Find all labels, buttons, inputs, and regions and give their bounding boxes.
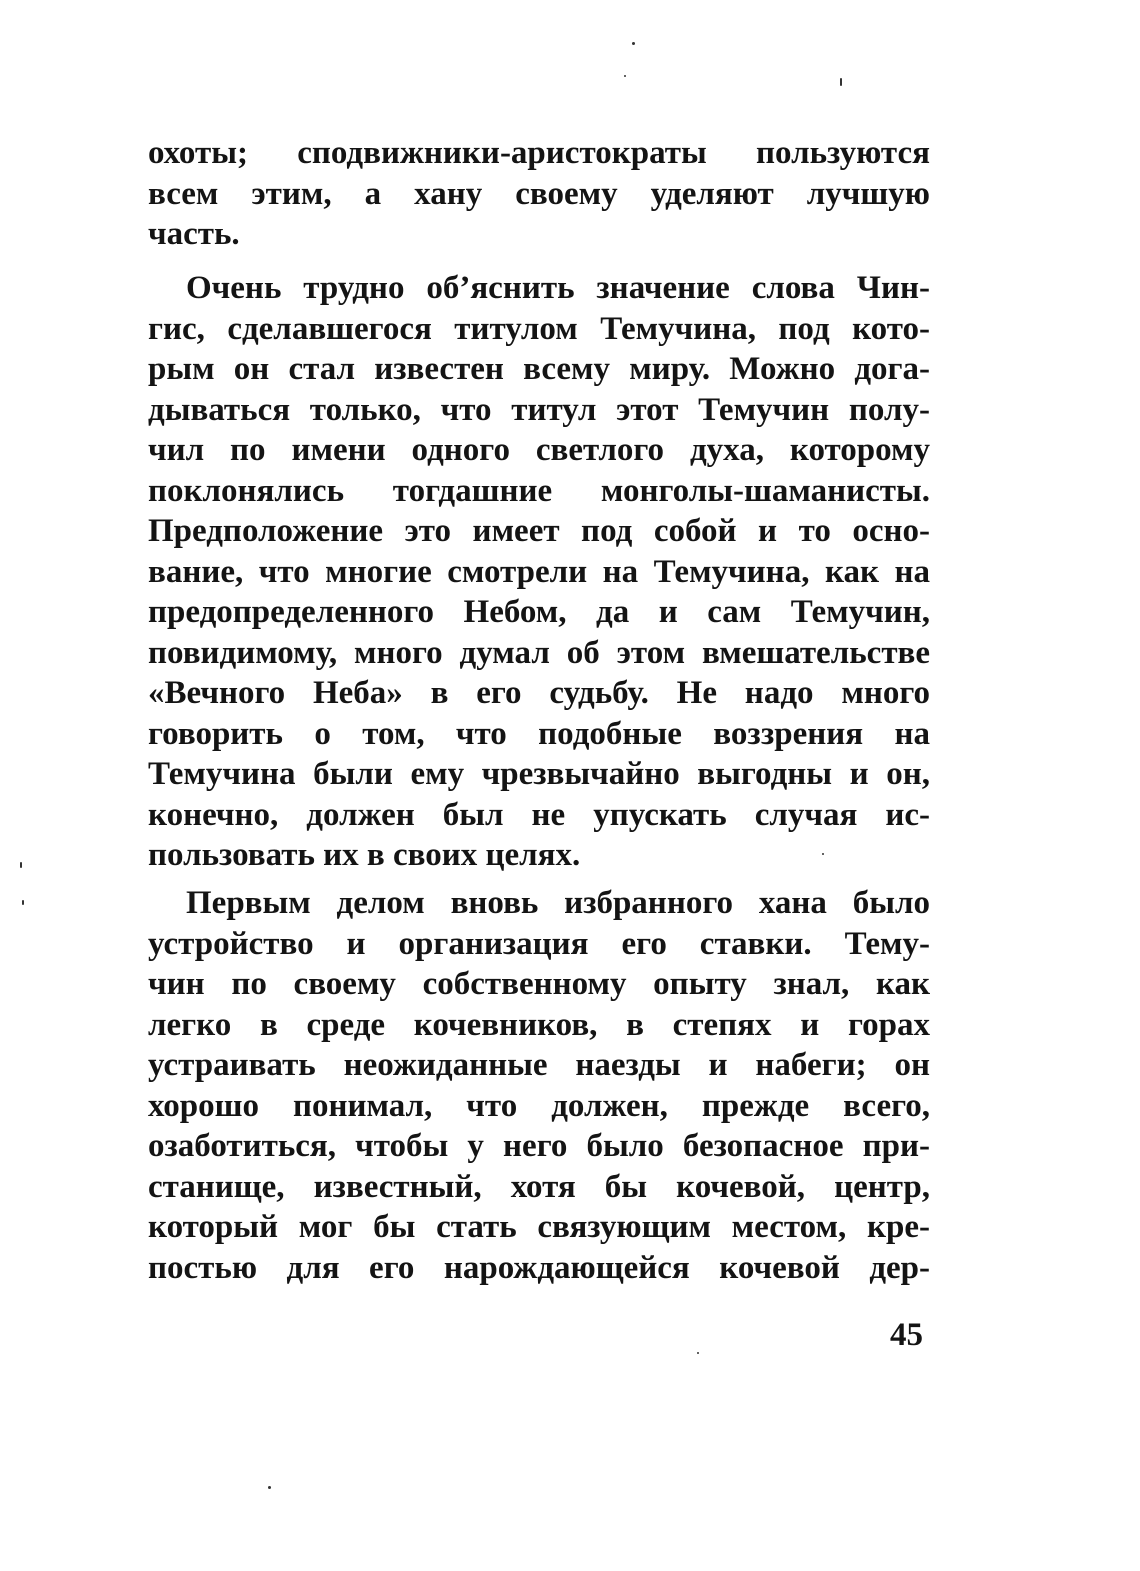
scan-speck — [840, 78, 842, 86]
scan-speck — [624, 75, 626, 77]
page-number: 45 — [890, 1317, 923, 1353]
text-line: пользовать их в своих целях. — [148, 837, 581, 873]
text-line: станище, известный, хотя бы кочевой, центр, — [148, 1168, 930, 1205]
text-line: Темучина были ему чрезвычайно выгодны и он, — [148, 756, 930, 792]
paragraph-2 — [148, 268, 930, 876]
text-line: вание, что многие смотрели на Темучина, как на — [148, 553, 930, 590]
text-line: часть. — [148, 216, 240, 252]
text-line: предопределенного Небом, да и сам Темучин, — [148, 594, 930, 630]
text-line: Очень трудно об’яснить значение слова Чин- — [186, 270, 930, 306]
text-line: поклонялись тогдашние монголы-шаманисты. — [148, 472, 930, 509]
text-line: конечно, должен был не упускать случая ис- — [148, 796, 930, 833]
text-line: дываться только, что титул этот Темучин полу- — [148, 391, 930, 428]
paragraph-3 — [148, 883, 930, 1288]
text-line: Предположение это имеет под собой и то осно- — [148, 513, 930, 549]
text-line: легко в среде кочевников, в степях и горах — [148, 1006, 930, 1043]
text-line: озаботиться, чтобы у него было безопасное при- — [148, 1128, 930, 1164]
scan-speck — [268, 1486, 271, 1489]
scan-speck — [20, 862, 22, 868]
text-line: говорить о том, что подобные воззрения на — [148, 715, 930, 752]
text-line: постью для его нарождающейся кочевой дер- — [148, 1249, 930, 1286]
text-line: «Вечного Неба» в его судьбу. Не надо много — [148, 675, 930, 711]
text-line: который мог бы стать связующим местом, кре- — [148, 1209, 930, 1245]
text-line: устройство и организация его ставки. Тему- — [148, 925, 930, 962]
text-line: рым он стал известен всему миру. Можно дога- — [148, 351, 930, 387]
text-line: гис, сделавшегося титулом Темучина, под кото- — [148, 310, 930, 347]
scan-speck — [697, 1352, 699, 1354]
text-line: чин по своему собственному опыту знал, как — [148, 966, 930, 1002]
text-line: охоты; сподвижники-аристократы пользуются — [148, 135, 930, 171]
text-line: чил по имени одного светлого духа, которому — [148, 432, 930, 468]
text-line: повидимому, много думал об этом вмешательстве — [148, 634, 930, 671]
scan-speck — [632, 42, 635, 45]
scan-speck — [822, 853, 824, 855]
text-line: хорошо понимал, что должен, прежде всего, — [148, 1087, 930, 1124]
text-line: Первым делом вновь избранного хана было — [186, 885, 930, 921]
text-line: всем этим, а хану своему уделяют лучшую — [148, 175, 930, 212]
paragraph-1 — [148, 133, 930, 255]
text-line: устраивать неожиданные наезды и набеги; он — [148, 1047, 930, 1083]
scan-speck — [22, 900, 24, 905]
